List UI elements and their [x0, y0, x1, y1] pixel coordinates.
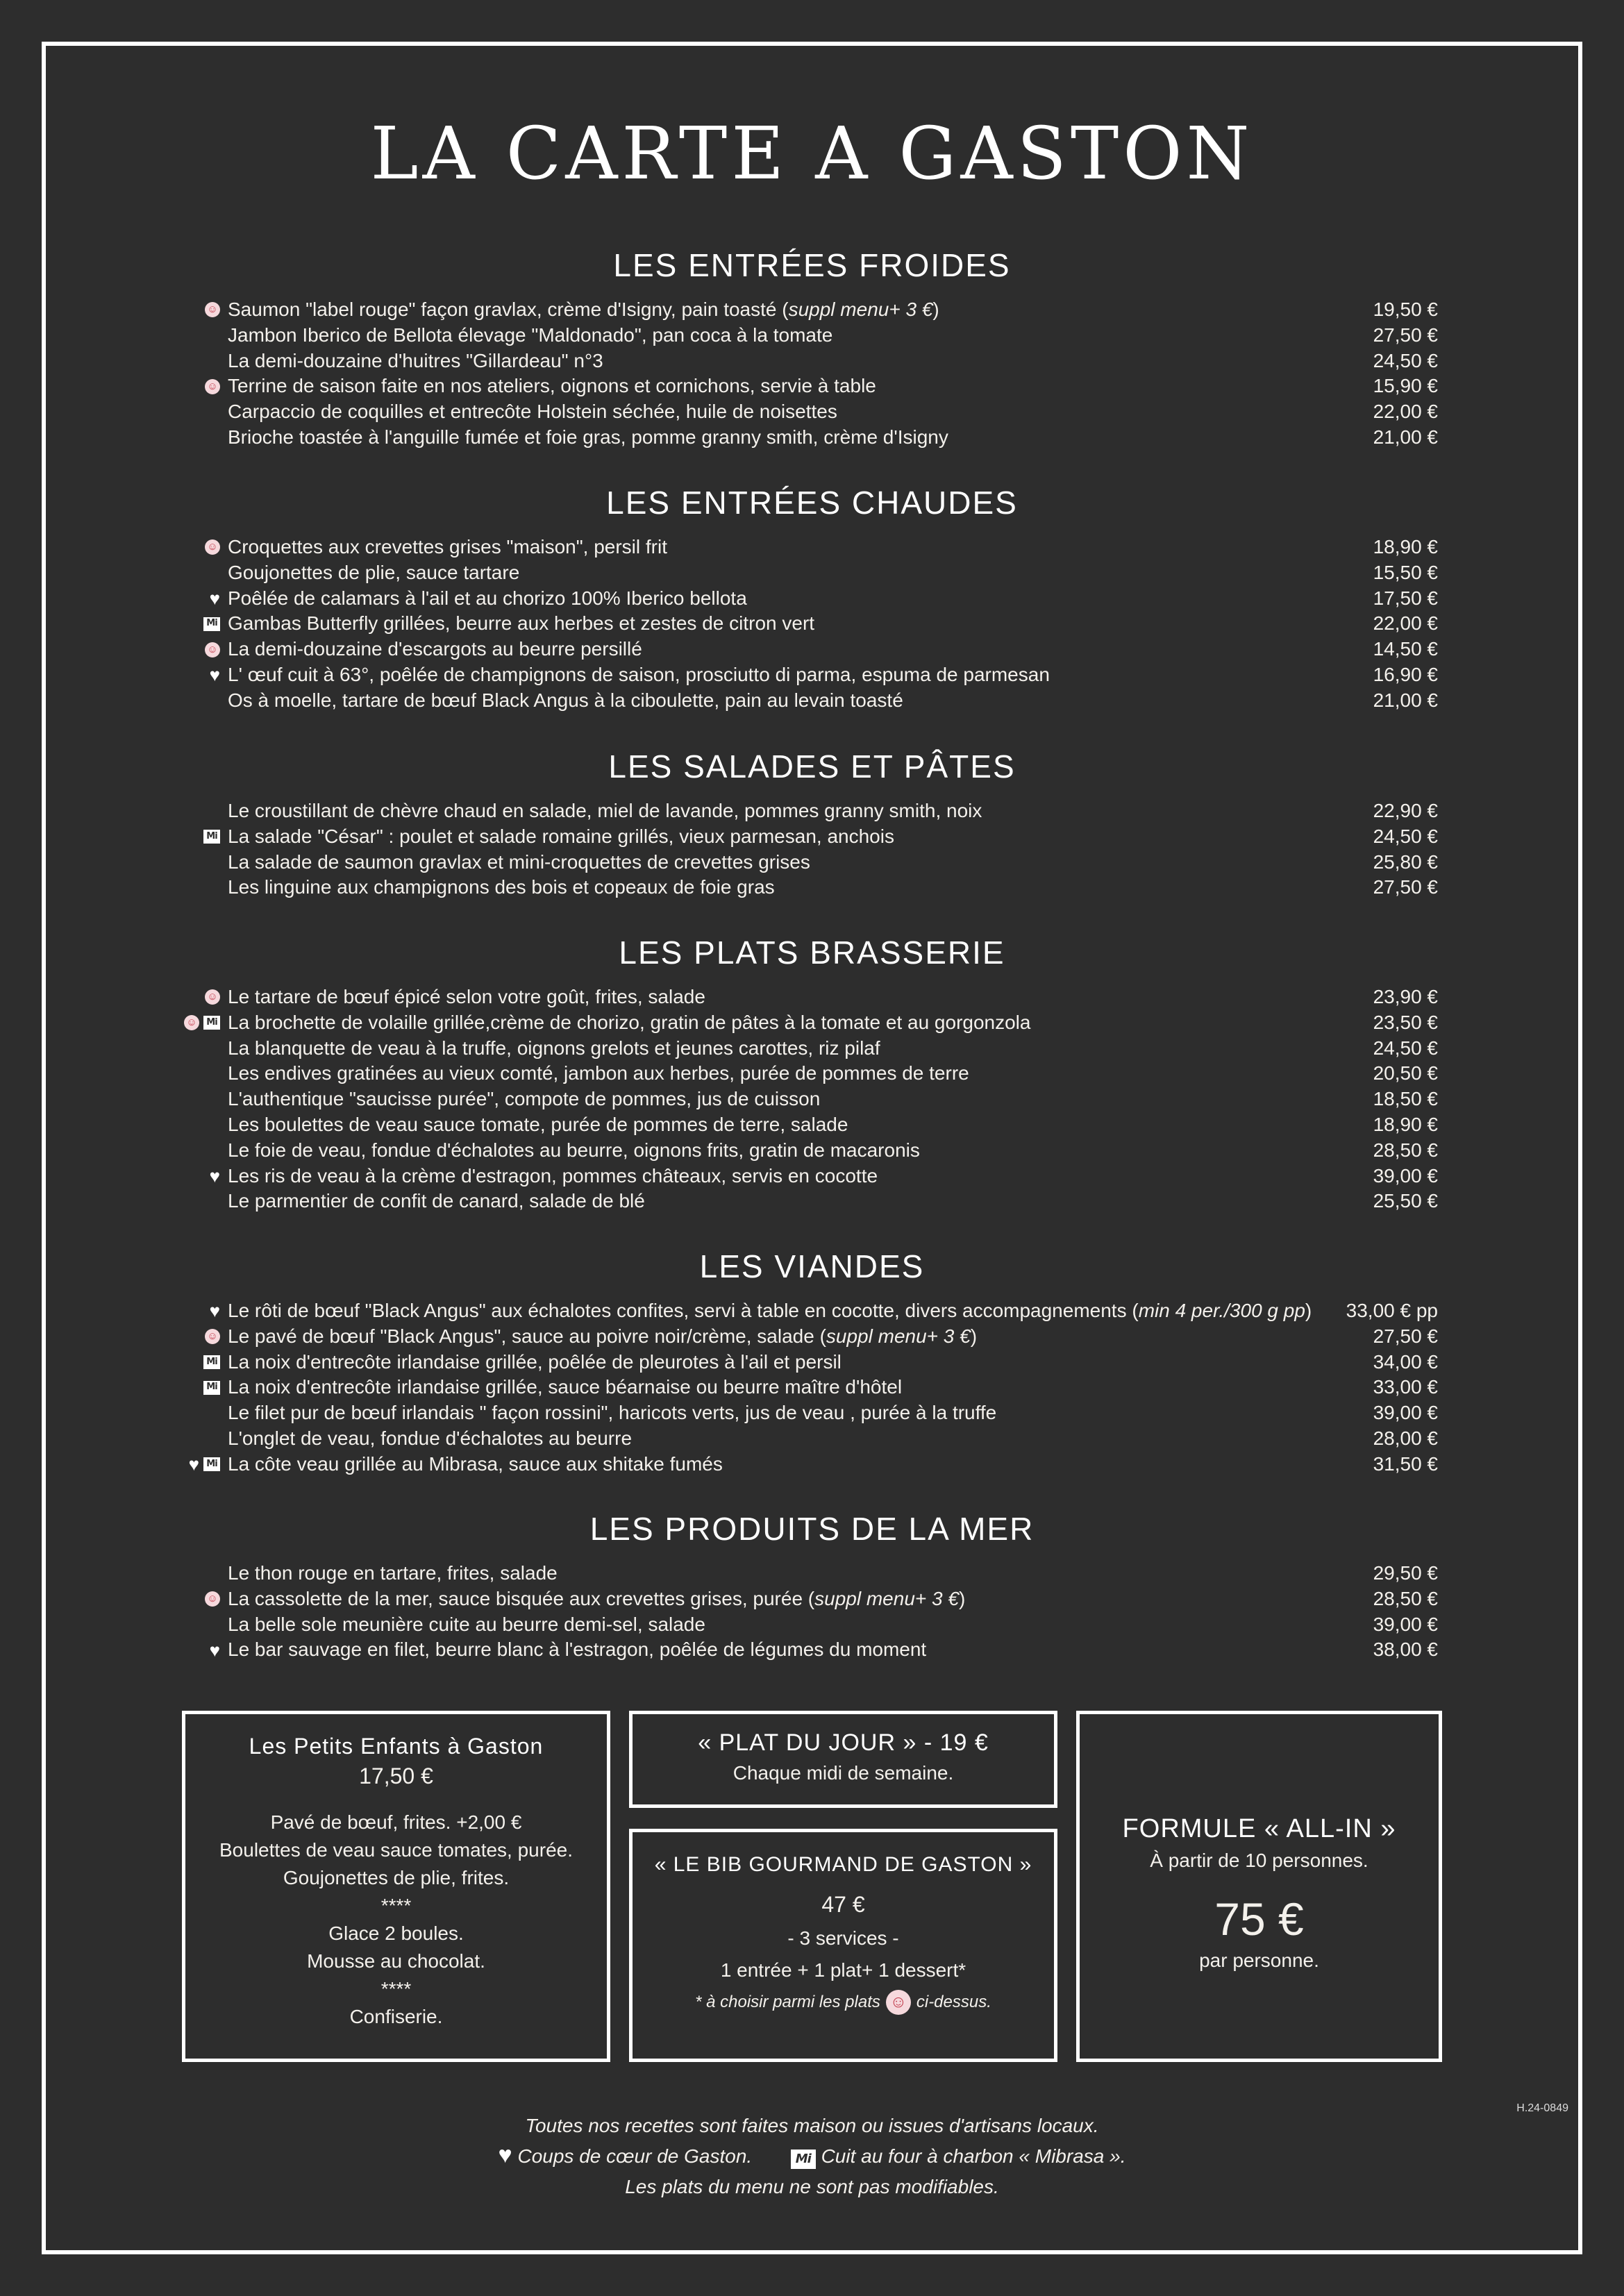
menu-item-text: La noix d'entrecôte irlandaise grillée, sauce béarnaise ou beurre maître d'hôtel	[228, 1376, 903, 1398]
menu-item-icons	[203, 611, 220, 637]
menu-footer	[0, 2111, 1624, 2202]
kids-menu-line: Confiserie.	[349, 2006, 443, 2027]
menu-item-name	[228, 662, 1050, 688]
menu-item-text: Jambon Iberico de Bellota élevage "Maldonado", pan coca à la tomate	[228, 324, 833, 346]
heart-icon: ♥	[209, 664, 220, 686]
menu-item-name	[228, 297, 939, 323]
menu-item-price: 39,00 €	[1373, 1613, 1438, 1635]
menu-item-note: suppl menu+ 3 €	[814, 1587, 959, 1609]
footer-mibrasa-label: Cuit au four à charbon « Mibrasa ».	[821, 2145, 1126, 2167]
bib-gourmand-note	[633, 1990, 1054, 2015]
menu-item-icons	[205, 297, 220, 323]
menu-item	[0, 1298, 1624, 1324]
menu-item-name	[228, 374, 876, 399]
menu-item-name	[228, 535, 667, 560]
section-items	[0, 535, 1624, 714]
menu-item-price: 28,00 €	[1373, 1427, 1438, 1449]
menu-item-price: 17,50 €	[1373, 587, 1438, 609]
menu-item	[0, 399, 1624, 425]
menu-item-name	[228, 1561, 558, 1586]
menu-item-text: La belle sole meunière cuite au beurre demi-sel, salade	[228, 1613, 705, 1635]
menu-item	[0, 798, 1624, 824]
menu-item-price: 27,50 €	[1373, 324, 1438, 346]
menu-item-text: La blanquette de veau à la truffe, oignons grelots et jeunes carottes, riz pilaf	[228, 1037, 880, 1059]
menu-item-note: suppl menu+ 3 €	[826, 1325, 971, 1347]
menu-item-price: 28,50 €	[1373, 1139, 1438, 1161]
menu-item-price: 24,50 €	[1373, 825, 1438, 847]
menu-item-price: 38,00 €	[1373, 1639, 1438, 1661]
menu-item-text: Le tartare de bœuf épicé selon votre goût, frites, salade	[228, 986, 705, 1007]
bib-gourmand-box	[629, 1829, 1057, 2062]
menu-item-text-end: )	[932, 299, 939, 320]
menu-item-text: Le parmentier de confit de canard, salade de blé	[228, 1190, 645, 1212]
section-items	[0, 1561, 1624, 1663]
plat-du-jour-subtitle: Chaque midi de semaine.	[733, 1762, 954, 1784]
menu-item	[0, 349, 1624, 374]
menu-item-text: Les endives gratinées au vieux comté, jambon aux herbes, purée de pommes de terre	[228, 1062, 969, 1084]
section-items	[0, 984, 1624, 1214]
menu-item-icons	[210, 1637, 220, 1663]
menu-item-price: 18,90 €	[1373, 536, 1438, 558]
menu-item-name	[228, 399, 837, 425]
section-items	[0, 297, 1624, 451]
menu-item-text: Le croustillant de chèvre chaud en salade, miel de lavande, pommes granny smith, noix	[228, 800, 982, 821]
menu-item-icons	[205, 984, 220, 1010]
menu-item-text: Goujonettes de plie, sauce tartare	[228, 561, 520, 583]
menu-item-text: Le thon rouge en tartare, frites, salade	[228, 1562, 558, 1584]
bib-gourmand-icon: ☺	[886, 1990, 911, 2015]
menu-section	[0, 243, 1624, 451]
menu-item-icons	[203, 824, 220, 850]
menu-item-text: Le bar sauvage en filet, beurre blanc à l'estragon, poêlée de légumes du moment	[228, 1639, 927, 1661]
menu-item-text: Le filet pur de bœuf irlandais " façon rossini", haricots verts, jus de veau , purée à la truffe	[228, 1402, 997, 1424]
menu-item	[0, 688, 1624, 714]
bib-gourmand-icon: ☺	[184, 1015, 199, 1030]
menu-item-text: La salade de saumon gravlax et mini-croquettes de crevettes grises	[228, 850, 810, 873]
kids-menu-lines	[185, 1809, 607, 2031]
menu-item	[0, 1189, 1624, 1214]
menu-item-icons	[203, 1375, 220, 1400]
menu-item-text-end: )	[970, 1325, 978, 1347]
menu-item-name	[228, 637, 642, 662]
bib-gourmand-icon: ☺	[205, 539, 220, 555]
menu-item	[0, 1612, 1624, 1638]
heart-icon: ♥	[209, 587, 220, 609]
menu-item-name	[228, 688, 903, 714]
menu-item-price: 15,50 €	[1373, 561, 1438, 583]
kids-menu-line: ****	[380, 1895, 412, 1916]
mibrasa-icon: Mi	[203, 1355, 220, 1369]
section-items	[0, 1298, 1624, 1477]
section-title: LES PRODUITS DE LA MER	[589, 1511, 1035, 1547]
menu-item-icons	[210, 662, 220, 688]
menu-item-name	[228, 824, 894, 850]
menu-item	[0, 1426, 1624, 1452]
section-items	[0, 798, 1624, 900]
menu-item-name	[228, 798, 982, 824]
menu-item-price: 39,00 €	[1373, 1402, 1438, 1424]
menu-item-text: La cassolette de la mer, sauce bisquée aux crevettes grises, purée (	[228, 1587, 815, 1609]
menu-item	[0, 1452, 1624, 1477]
menu-item	[0, 297, 1624, 323]
menu-item	[0, 1324, 1624, 1350]
menu-item-price: 16,90 €	[1373, 663, 1438, 685]
menu-item-price: 19,50 €	[1373, 299, 1438, 320]
menu-item-name	[228, 1061, 969, 1087]
section-title: LES ENTRÉES CHAUDES	[606, 485, 1018, 521]
menu-item-name	[228, 1189, 645, 1214]
menu-item-text: La demi-douzaine d'huitres "Gillardeau" n°3	[228, 349, 603, 371]
formule-per: par personne.	[1199, 1950, 1319, 1971]
mibrasa-icon: Mi	[203, 830, 220, 844]
menu-item-price: 27,50 €	[1373, 1325, 1438, 1347]
menu-item-price: 33,00 € pp	[1346, 1300, 1438, 1321]
menu-item-name	[228, 1612, 705, 1638]
bib-gourmand-title: « LE BIB GOURMAND DE GASTON »	[654, 1853, 1032, 1876]
menu-item	[0, 875, 1624, 900]
menu-item-text-end: )	[1305, 1300, 1312, 1321]
footer-mibrasa-icon: Mi	[791, 2150, 816, 2169]
heart-icon: ♥	[209, 1639, 220, 1661]
menu-item-price: 39,00 €	[1373, 1164, 1438, 1187]
menu-item-price: 20,50 €	[1373, 1062, 1438, 1084]
menu-item-price: 18,50 €	[1373, 1088, 1438, 1110]
menu-item	[0, 984, 1624, 1010]
footer-heart-icon: ♥	[498, 2142, 512, 2168]
menu-item-price: 22,00 €	[1373, 612, 1438, 635]
kids-menu-line: Goujonettes de plie, frites.	[283, 1867, 510, 1888]
menu-item-name	[228, 850, 810, 875]
menu-item-price: 22,90 €	[1373, 800, 1438, 821]
menu-item-name	[228, 560, 519, 586]
menu-item-name	[228, 1400, 996, 1426]
menu-item-text: Carpaccio de coquilles et entrecôte Holstein séchée, huile de noisettes	[228, 401, 837, 423]
menu-item-name	[228, 1138, 920, 1164]
menu-item	[0, 1061, 1624, 1087]
menu-item	[0, 323, 1624, 349]
formule-subtitle: À partir de 10 personnes.	[1150, 1850, 1368, 1871]
mibrasa-icon: Mi	[203, 1457, 220, 1471]
menu-item	[0, 1112, 1624, 1138]
menu-item-price: 27,50 €	[1373, 876, 1438, 898]
menu-item	[0, 1164, 1624, 1189]
section-title: LES ENTRÉES FROIDES	[613, 247, 1011, 283]
menu-item	[0, 1637, 1624, 1663]
menu-item-name	[228, 1586, 965, 1612]
footer-heart-label: Coups de cœur de Gaston.	[517, 2145, 753, 2167]
heart-icon: ♥	[188, 1454, 199, 1475]
menu-item-name	[228, 1452, 723, 1477]
menu-section	[0, 1507, 1624, 1663]
kids-menu-box	[182, 1711, 610, 2062]
bib-gourmand-note-before: * à choisir parmi les plats	[695, 1993, 880, 2011]
menu-item	[0, 850, 1624, 875]
menu-item-price: 23,90 €	[1373, 986, 1438, 1007]
bib-gourmand-icon: ☺	[205, 302, 220, 317]
menu-item-icons	[210, 586, 220, 612]
section-title: LES PLATS BRASSERIE	[619, 935, 1005, 971]
menu-item	[0, 560, 1624, 586]
kids-menu-line: ****	[380, 1978, 412, 2000]
menu-item	[0, 1036, 1624, 1062]
menu-item-icons	[205, 374, 220, 399]
menu-item-price: 33,00 €	[1373, 1376, 1438, 1398]
menu-item-price: 18,90 €	[1373, 1113, 1438, 1135]
menu-item-text: La demi-douzaine d'escargots au beurre persillé	[228, 638, 642, 660]
menu-item	[0, 1586, 1624, 1612]
formule-all-in-box	[1076, 1711, 1442, 2062]
menu-item-name	[228, 1426, 632, 1452]
document-reference: H.24-0849	[1516, 2102, 1568, 2114]
plat-du-jour-title: « PLAT DU JOUR » - 19 €	[698, 1729, 989, 1756]
menu-item-icons	[205, 535, 220, 560]
menu-item-name	[228, 1087, 820, 1112]
bib-gourmand-composition: 1 entrée + 1 plat+ 1 dessert*	[720, 1959, 966, 1981]
menu-item-text: Le rôti de bœuf "Black Angus" aux échalotes confites, servi à table en cocotte, divers accompagnements (	[228, 1300, 1139, 1321]
menu-item	[0, 1400, 1624, 1426]
menu-item-name	[228, 1637, 926, 1663]
footer-legend	[0, 2141, 1624, 2172]
menu-item	[0, 637, 1624, 662]
kids-menu-line: Mousse au chocolat.	[307, 1950, 485, 1972]
menu-item-icons	[205, 637, 220, 662]
menu-item-text-end: )	[958, 1587, 966, 1609]
bib-gourmand-icon: ☺	[205, 379, 220, 394]
menu-item-price: 29,50 €	[1373, 1562, 1438, 1584]
menu-section	[0, 930, 1624, 1214]
bib-gourmand-price: 47 €	[821, 1892, 865, 1917]
menu-item-price: 23,50 €	[1373, 1011, 1438, 1033]
menu-item-price: 25,50 €	[1373, 1190, 1438, 1212]
menu-item	[0, 1375, 1624, 1400]
bib-gourmand-icon: ☺	[205, 642, 220, 657]
menu-section	[0, 744, 1624, 900]
menu-item-price: 28,50 €	[1373, 1587, 1438, 1609]
menu-item-text: Les ris de veau à la crème d'estragon, pommes châteaux, servis en cocotte	[228, 1164, 878, 1187]
menu-item-text: Terrine de saison faite en nos ateliers, oignons et cornichons, servie à table	[228, 375, 876, 397]
menu-item-text: Les boulettes de veau sauce tomate, purée de pommes de terre, salade	[228, 1113, 848, 1135]
menu-item	[0, 1010, 1624, 1036]
menu-item-price: 21,00 €	[1373, 426, 1438, 448]
menu-item	[0, 425, 1624, 451]
menu-item-text: La côte veau grillée au Mibrasa, sauce aux shitake fumés	[228, 1452, 723, 1475]
menu-item-text: L' œuf cuit à 63°, poêlée de champignons de saison, prosciutto di parma, espuma de parmesan	[228, 663, 1050, 685]
menu-item-note: suppl menu+ 3 €	[788, 299, 933, 320]
menu-item-price: 34,00 €	[1373, 1350, 1438, 1373]
menu-item	[0, 662, 1624, 688]
menu-item-name	[228, 349, 603, 374]
menu-item-name	[228, 611, 814, 637]
menu-item-text: Les linguine aux champignons des bois et copeaux de foie gras	[228, 876, 775, 898]
menu-item-icons	[210, 1298, 220, 1324]
menu-item	[0, 1350, 1624, 1375]
menu-item-price: 21,00 €	[1373, 689, 1438, 711]
menu-item-name	[228, 1375, 902, 1400]
menu-item-icons	[203, 1350, 220, 1375]
kids-menu-line: Boulettes de veau sauce tomates, purée.	[219, 1839, 573, 1861]
bib-gourmand-icon: ☺	[205, 1329, 220, 1344]
kids-menu-price: 17,50 €	[359, 1763, 433, 1788]
menu-item-price: 24,50 €	[1373, 1037, 1438, 1059]
menu-item-name	[228, 1164, 878, 1189]
menu-item	[0, 1087, 1624, 1112]
menu-title: LA CARTE A GASTON	[370, 111, 1254, 196]
kids-menu-line: Glace 2 boules.	[328, 1922, 464, 1944]
footer-line-1: Toutes nos recettes sont faites maison ou issues d'artisans locaux.	[525, 2115, 1099, 2136]
menu-item-name	[228, 875, 775, 900]
menu-item-text: Croquettes aux crevettes grises "maison", persil frit	[228, 536, 668, 558]
menu-item-name	[228, 1350, 842, 1375]
section-title: LES VIANDES	[699, 1248, 925, 1284]
menu-item-price: 31,50 €	[1373, 1452, 1438, 1475]
menu-item-name	[228, 1036, 880, 1062]
formule-price: 75 €	[1214, 1893, 1304, 1945]
menu-item-name	[228, 1112, 848, 1138]
menu-section	[0, 480, 1624, 714]
heart-icon: ♥	[209, 1165, 220, 1187]
menu-item	[0, 611, 1624, 637]
menu-item-text: Le pavé de bœuf "Black Angus", sauce au poivre noir/crème, salade (	[228, 1325, 826, 1347]
menu-item-text: Brioche toastée à l'anguille fumée et foie gras, pomme granny smith, crème d'Isigny	[228, 426, 948, 448]
formule-title: FORMULE « ALL-IN »	[1122, 1814, 1396, 1843]
bib-gourmand-note-after: ci-dessus.	[916, 1993, 991, 2011]
menu-item-name	[228, 323, 832, 349]
menu-item-text: L'onglet de veau, fondue d'échalotes au beurre	[228, 1427, 633, 1449]
bib-gourmand-icon: ☺	[205, 1591, 220, 1607]
bib-gourmand-icon: ☺	[205, 989, 220, 1005]
menu-item-name	[228, 425, 948, 451]
menu-item-icons	[184, 1010, 220, 1036]
menu-item-name	[228, 586, 747, 612]
menu-item	[0, 1561, 1624, 1586]
menu-item-price: 24,50 €	[1373, 349, 1438, 371]
menu-item-price: 15,90 €	[1373, 375, 1438, 397]
menu-item-text: L'authentique "saucisse purée", compote de pommes, jus de cuisson	[228, 1088, 821, 1110]
menu-item-name	[228, 1324, 977, 1350]
menu-section	[0, 1244, 1624, 1477]
menu-item-icons	[205, 1586, 220, 1612]
menu-item-text: Le foie de veau, fondue d'échalotes au beurre, oignons frits, gratin de macaronis	[228, 1139, 920, 1161]
kids-menu-title: Les Petits Enfants à Gaston	[249, 1734, 544, 1759]
menu-item-name	[228, 1010, 1030, 1036]
plat-du-jour-box	[629, 1711, 1057, 1808]
menu-item	[0, 586, 1624, 612]
menu-item-price: 14,50 €	[1373, 638, 1438, 660]
menu-item	[0, 1138, 1624, 1164]
menu-item-text: Poêlée de calamars à l'ail et au chorizo 100% Iberico bellota	[228, 587, 747, 609]
section-title: LES SALADES ET PÂTES	[608, 748, 1016, 785]
menu-item-icons	[210, 1164, 220, 1189]
mibrasa-icon: Mi	[203, 1381, 220, 1395]
menu-item-text: Saumon "label rouge" façon gravlax, crème d'Isigny, pain toasté (	[228, 299, 789, 320]
menu-item-text: La noix d'entrecôte irlandaise grillée, poêlée de pleurotes à l'ail et persil	[228, 1350, 842, 1373]
menu-item-price: 25,80 €	[1373, 850, 1438, 873]
menu-item	[0, 374, 1624, 399]
menu-item-name	[228, 984, 705, 1010]
menu-item-text: La brochette de volaille grillée,crème de chorizo, gratin de pâtes à la tomate et au gorgonzola	[228, 1011, 1031, 1033]
mibrasa-icon: Mi	[203, 617, 220, 631]
menu-item-icons	[189, 1452, 220, 1477]
heart-icon: ♥	[209, 1300, 220, 1322]
footer-line-3: Les plats du menu ne sont pas modifiables.	[625, 2176, 999, 2197]
menu-item-text: Gambas Butterfly grillées, beurre aux herbes et zestes de citron vert	[228, 612, 815, 635]
kids-menu-line: Pavé de bœuf, frites. +2,00 €	[270, 1811, 522, 1833]
menu-item-icons	[205, 1324, 220, 1350]
menu-item-text: La salade "César" : poulet et salade romaine grillés, vieux parmesan, anchois	[228, 825, 894, 847]
menu-item	[0, 824, 1624, 850]
menu-item-name	[228, 1298, 1312, 1324]
mibrasa-icon: Mi	[203, 1016, 220, 1030]
bib-gourmand-services: - 3 services -	[787, 1927, 899, 1949]
menu-item	[0, 535, 1624, 560]
menu-item-text: Os à moelle, tartare de bœuf Black Angus à la ciboulette, pain au levain toasté	[228, 689, 903, 711]
menu-item-note: min 4 per./300 g pp	[1138, 1300, 1305, 1321]
menu-item-price: 22,00 €	[1373, 401, 1438, 423]
